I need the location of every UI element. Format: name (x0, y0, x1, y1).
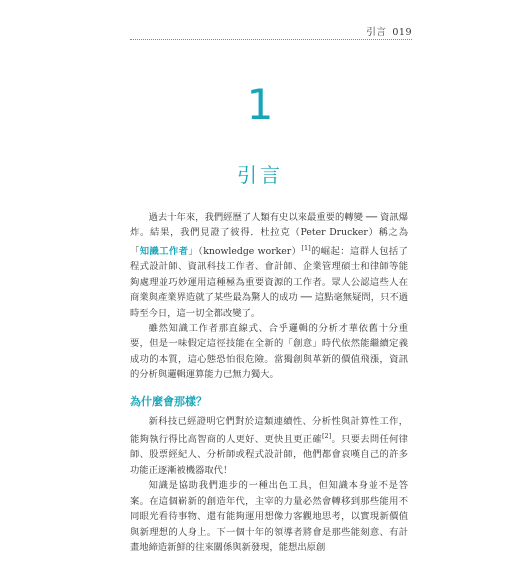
paragraph-4: 知識是協助我們進步的一種出色工具，但知識本身並不是答案。在這個嶄新的創造年代，主宰的力量必然會轉移到那些能用不同眼光看待事物、還有能夠運用想像力客觀地思考，以實現新價值與新理想的人身上。下一個十年的領導者將會是那些能刻意、有計畫地締造新鮮的往來關係與新發現，能想出原創 (130, 480, 408, 553)
page-number: 019 (392, 27, 412, 38)
p1-text-a: 過去十年來，我們經歷了人類有史以來最重要的轉變 ── 資訊爆炸。結果，我們見證了彼得．杜拉克（Peter Drucker）稱之為「 (130, 212, 408, 257)
p3-text-b: 。只要去問任何律師、股票經紀人、分析師或程式設計師，他們都會哀嘆自己的許多功能正逐漸被機器取代！ (130, 434, 408, 476)
p1-text-b: 」（knowledge worker） (188, 245, 302, 257)
header-dotted-rule (130, 39, 412, 40)
footnote-ref-2: [2] (321, 431, 332, 440)
highlighted-term: 知識工作者 (139, 245, 189, 257)
running-header (130, 24, 412, 40)
paragraph-2: 雖然知識工作者那直線式、合乎邏輯的分析才華依舊十分重要，但是一味假定這徑技能在全新的「創意」時代依然能繼續定義成功的本質，這心態恐怕很危險。當獨創與革新的價值飛漲，資訊的分析與邏輯運算能力已無力獨大。 (130, 322, 408, 381)
header-title: 引言 (366, 27, 387, 38)
footnote-ref-1: [1] (301, 243, 311, 252)
header-text (366, 24, 412, 38)
paragraph-3 (130, 414, 408, 479)
section-heading: 為什麼會那樣？ (130, 394, 207, 408)
chapter-title: 引言 (237, 163, 283, 187)
p3-text-a: 新科技已經證明它們對於這類連續性、分析性與計算性工作，能夠執行得比高智商的人更好、更快且更正確 (130, 415, 408, 446)
p1-text-c: 的崛起：這群人包括了程式設計師、資訊科技工作者、會計師、企業管理碩士和律師等能夠處理並巧妙運用這種極為重要資源的工作者。眾人公認這些人在商業與產業界造就了某些最為驚人的成功 ── 這點毫無疑問，只不過時至今日，這一切全都改變了。 (130, 245, 408, 319)
body-text (130, 210, 408, 563)
paragraph-1 (130, 210, 408, 321)
chapter-number: 1 (246, 80, 274, 129)
